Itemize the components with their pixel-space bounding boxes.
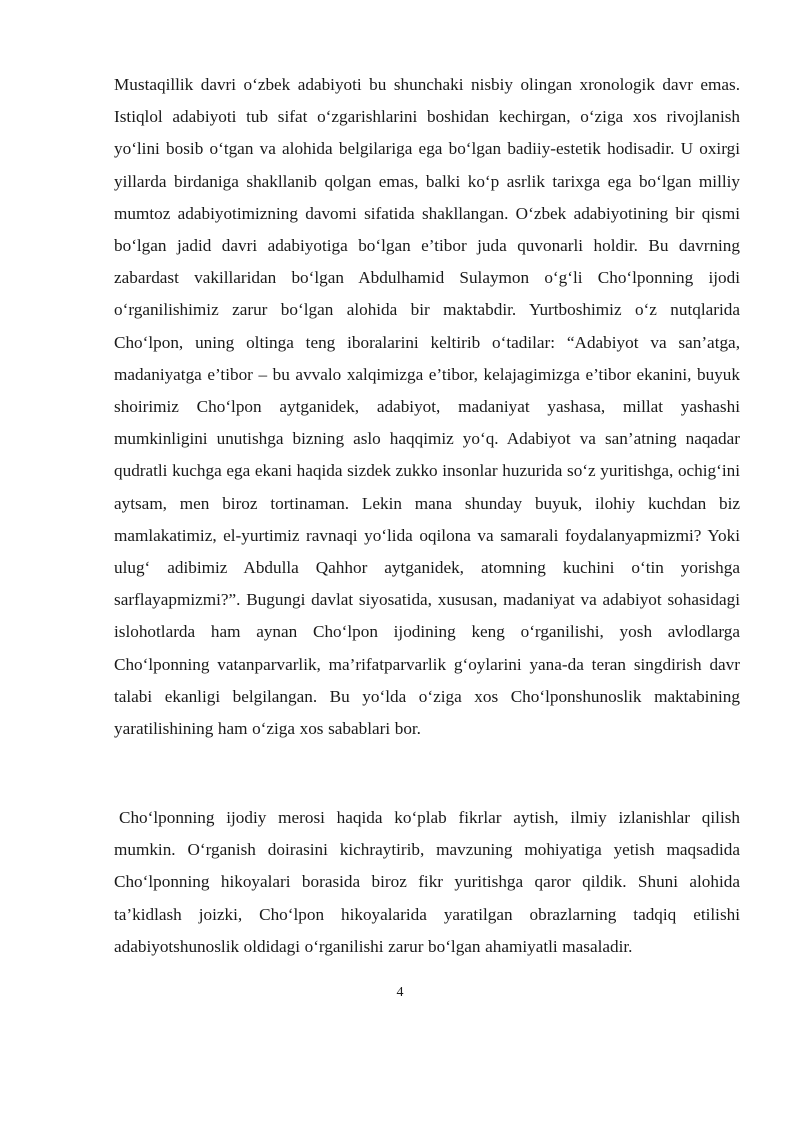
body-paragraph-2 (114, 802, 740, 963)
body-paragraph-1: Mustaqillik davri o‘zbek adabiyoti bu shunchaki nisbiy olingan xronologik davr emas. Istiqlol adabiyoti tub sifat o‘zgarishlarini boshidan kechirgan, o‘ziga xos rivojlanish yo‘lini bosib o‘tgan va alohida belgilariga ega bo‘lgan badiiy-estetik hodisadir. U oxirgi yillarda birdaniga shakllanib qolgan emas, balki ko‘p asrlik tarixga ega bo‘lgan milliy mumtoz adabiyotimizning davomi sifatida shakllangan. O‘zbek adabiyotining bir qismi bo‘lgan jadid davri adabiyotiga bo‘lgan e’tibor juda quvonarli holdir. Bu davrning zabardast vakillaridan bo‘lgan Abdulhamid Sulaymon o‘g‘li Cho‘lponning ijodi o‘rganilishimiz zarur bo‘lgan alohida bir maktabdir. Yurtboshimiz o‘z nutqlarida Cho‘lpon, uning oltinga teng iboralarini keltirib o‘tadilar: “Adabiyot va san’atga, madaniyatga e’tibor – bu avvalo xalqimizga e’tibor, kelajagimizga e’tibor ekanini, buyuk shoirimiz Cho‘lpon aytganidek, adabiyot, madaniyat yashasa, millat yashashi mumkinligini unutishga bizning aslo haqqimiz yo‘q. Adabiyot va san’atning naqadar qudratli kuchga ega ekani haqida sizdek zukko insonlar huzurida so‘z yuritishga, ochig‘ini aytsam, men biroz tortinaman. Lekin mana shunday buyuk, ilohiy kuchdan biz mamlakatimiz, el-yurtimiz ravnaqi yo‘lida oqilona va samarali foydalanyapmizmi? Yoki ulug‘ adibimiz Abdulla Qahhor aytganidek, atomning kuchini o‘tin yorishga sarflayapmizmi?”. Bugungi davlat siyosatida, xususan, madaniyat va adabiyot sohasidagi islohotlarda ham aynan Cho‘lpon ijodining keng o‘rganilishi, yosh avlodlarga Cho‘lponning vatanparvarlik, ma’rifatparvarlik g‘oylarini yana-da teran singdirish davr talabi ekanligi belgilangan. Bu yo‘lda o‘ziga xos Cho‘lponshunoslik maktabining yaratilishining ham o‘ziga xos sabablari bor. (114, 75, 740, 739)
page-number: 4 (396, 985, 404, 1000)
body-paragraph-2-text: Cho‘lponning ijodiy merosi haqida ko‘plab fikrlar aytish, ilmiy izlanishlar qilish mumkin. O‘rganish doirasini kichraytirib, mavzuning mohiyatiga yetish maqsadida Cho‘lponning hikoyalari borasida biroz fikr yuritishga qaror qildik. Shuni alohida ta’kidlash joizki, Cho‘lpon hikoyalarida yaratilgan obrazlarning tadqiq etilishi adabiyotshunoslik oldidagi o‘rganilishi zarur bo‘lgan ahamiyatli masaladir. (114, 808, 740, 956)
